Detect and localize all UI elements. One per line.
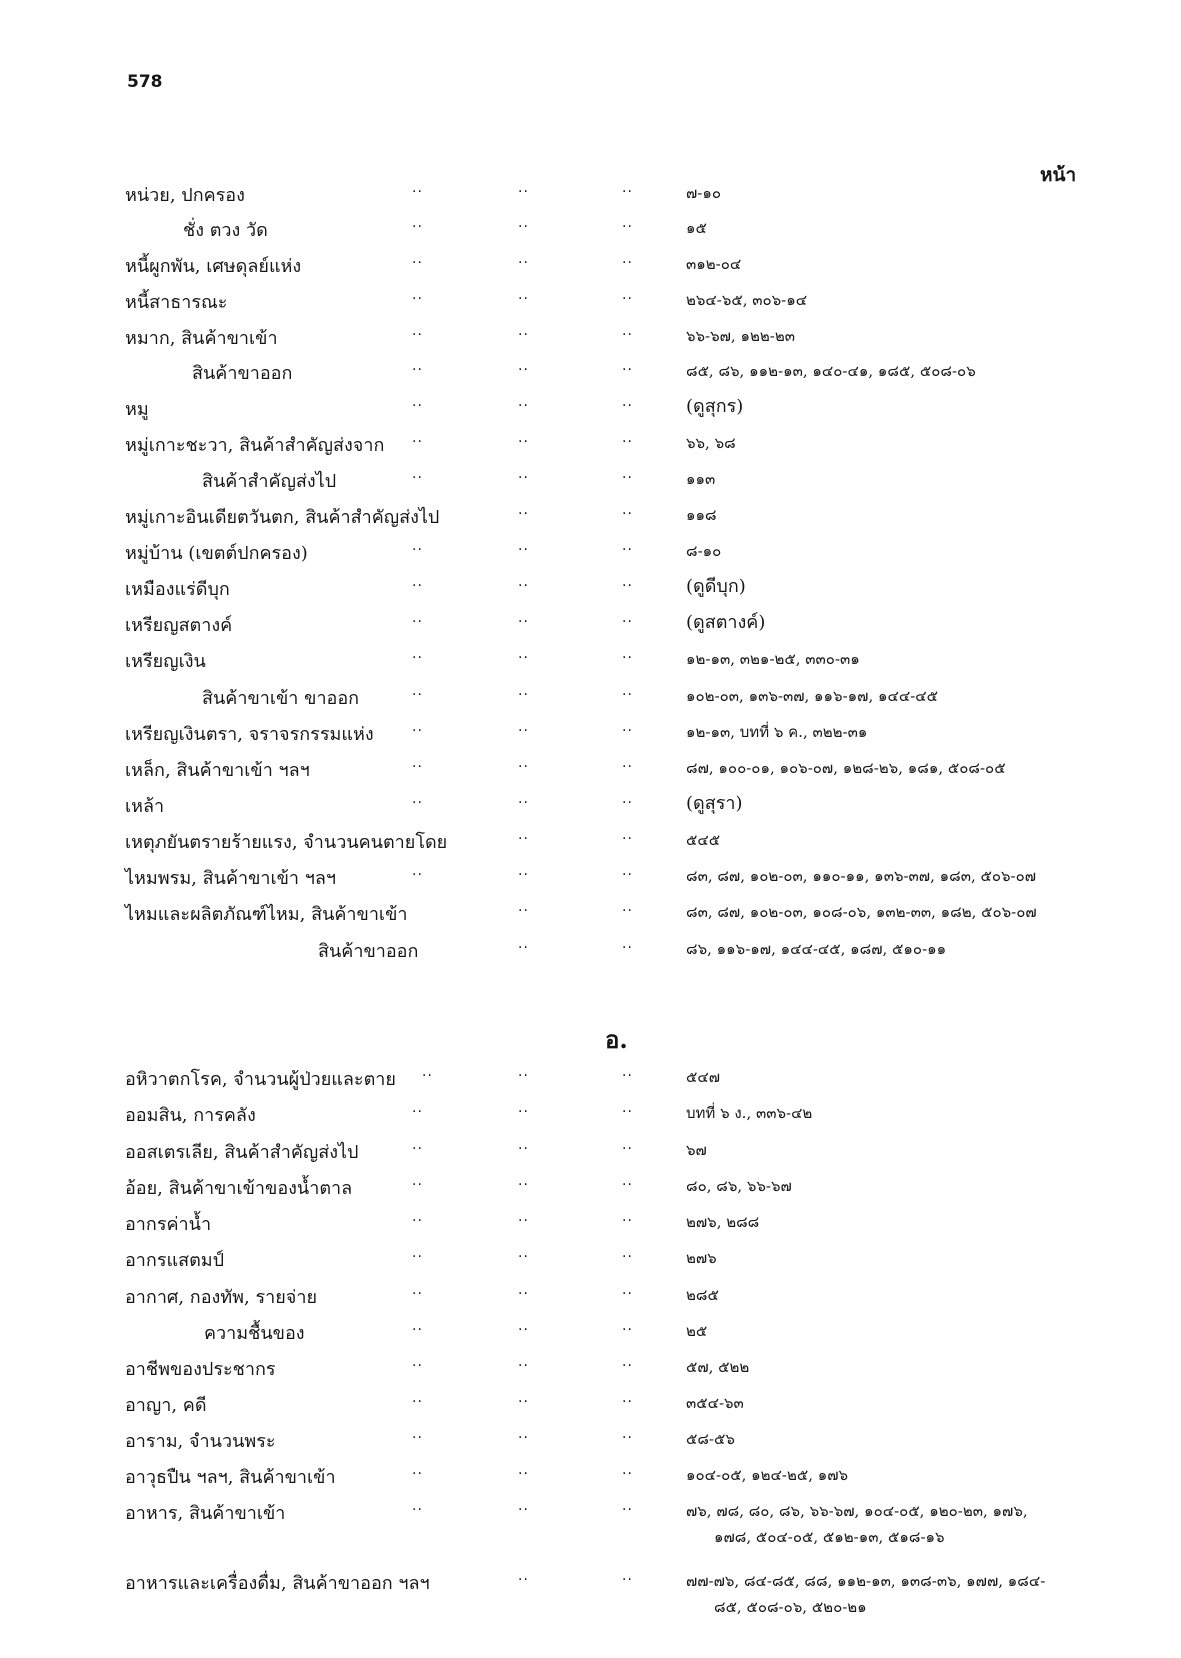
index-pages: ๕๔๗ — [686, 1068, 720, 1086]
index-pages: ๓๕๔-๖๓ — [686, 1394, 744, 1412]
leader-dots: .. — [518, 394, 529, 410]
index-term: อาชีพของประชากร — [125, 1359, 276, 1380]
leader-dots: .. — [412, 1426, 423, 1442]
leader-dots: .. — [622, 863, 633, 879]
index-pages: ๑๐๒-๐๓, ๑๓๖-๓๗, ๑๑๖-๑๗, ๑๔๔-๔๕ — [686, 687, 938, 705]
index-term: หมู่เกาะชะวา, สินค้าสำคัญส่งจาก — [125, 435, 385, 456]
leader-dots: .. — [412, 1390, 423, 1406]
leader-dots: .. — [518, 538, 529, 554]
leader-dots: .. — [518, 1137, 529, 1153]
index-pages: ๕๗, ๕๒๒ — [686, 1358, 750, 1376]
index-entry — [0, 1390, 1181, 1426]
index-pages: ๖๗ — [686, 1141, 707, 1159]
leader-dots: .. — [412, 1245, 423, 1261]
leader-dots: .. — [412, 1100, 423, 1116]
leader-dots: .. — [412, 574, 423, 590]
index-pages: ๗๗-๗๖, ๘๔-๘๕, ๘๘, ๑๑๒-๑๓, ๑๓๘-๓๖, ๑๗๗, ๑๘๔- — [686, 1572, 1046, 1590]
leader-dots: .. — [622, 827, 633, 843]
leader-dots: .. — [412, 1282, 423, 1298]
leader-dots: .. — [518, 719, 529, 735]
index-pages-continued: ๑๗๘, ๕๐๔-๐๕, ๕๑๒-๑๓, ๕๑๘-๑๖ — [714, 1528, 945, 1546]
leader-dots: .. — [518, 1100, 529, 1116]
index-pages: (ดูสุรา) — [686, 793, 743, 814]
leader-dots: .. — [518, 1354, 529, 1370]
index-term: อ้อย, สินค้าขาเข้าของน้ำตาล — [125, 1178, 353, 1199]
leader-dots: .. — [412, 251, 423, 267]
leader-dots: .. — [622, 1318, 633, 1334]
index-pages: (ดูสุกร) — [686, 396, 744, 417]
leader-dots: .. — [622, 394, 633, 410]
leader-dots: .. — [412, 791, 423, 807]
index-term: ออสเตรเลีย, สินค้าสำคัญส่งไป — [125, 1142, 359, 1163]
leader-dots: .. — [518, 1318, 529, 1334]
leader-dots: .. — [412, 646, 423, 662]
index-term: เหตุภยันตรายร้ายแรง, จำนวนคนตายโดย — [125, 832, 448, 853]
index-entry — [0, 1209, 1181, 1245]
index-pages: ๘-๑๐ — [686, 542, 722, 560]
index-entry — [0, 1064, 1181, 1100]
index-pages: ๗๖, ๗๘, ๘๐, ๘๖, ๖๖-๖๗, ๑๐๔-๐๕, ๑๒๐-๒๓, ๑๗๖, — [686, 1502, 1028, 1520]
leader-dots: .. — [518, 1462, 529, 1478]
leader-dots: .. — [518, 215, 529, 231]
index-pages: บทที่ ๖ ง., ๓๓๖-๔๒ — [686, 1104, 813, 1122]
leader-dots: .. — [518, 1245, 529, 1261]
index-pages: ๘๖, ๑๑๖-๑๗, ๑๔๔-๔๕, ๑๘๗, ๕๑๐-๑๑ — [686, 940, 947, 958]
leader-dots: .. — [518, 1426, 529, 1442]
index-entry — [0, 358, 1181, 394]
index-entry — [0, 719, 1181, 755]
leader-dots: .. — [518, 466, 529, 482]
leader-dots: .. — [622, 1426, 633, 1442]
leader-dots: .. — [518, 430, 529, 446]
index-pages: ๒๗๖, ๒๘๘ — [686, 1213, 760, 1231]
leader-dots: .. — [622, 1064, 633, 1080]
leader-dots: .. — [518, 502, 529, 518]
leader-dots: .. — [422, 1064, 433, 1080]
leader-dots: .. — [622, 610, 633, 626]
index-entry — [0, 1318, 1181, 1354]
leader-dots: .. — [622, 251, 633, 267]
index-pages: ๑๐๔-๐๕, ๑๒๔-๒๕, ๑๗๖ — [686, 1466, 849, 1484]
leader-dots: .. — [412, 394, 423, 410]
page-column-header: หน้า — [1040, 164, 1077, 186]
leader-dots: .. — [622, 719, 633, 735]
leader-dots: .. — [518, 683, 529, 699]
index-entry — [0, 323, 1181, 359]
index-entry — [0, 1354, 1181, 1390]
index-term: หมู่เกาะอินเดียตวันตก, สินค้าสำคัญส่งไป — [125, 507, 440, 528]
leader-dots: .. — [622, 502, 633, 518]
index-pages: ๗-๑๐ — [686, 184, 722, 202]
index-term: อากรแสตมป์ — [125, 1250, 225, 1271]
index-term: อาญา, คดี — [125, 1395, 207, 1416]
leader-dots: .. — [412, 719, 423, 735]
leader-dots: .. — [518, 323, 529, 339]
index-pages: ๒๕ — [686, 1322, 708, 1340]
leader-dots: .. — [412, 863, 423, 879]
leader-dots: .. — [412, 538, 423, 554]
index-term: ความชื้นของ — [204, 1323, 305, 1344]
index-pages: ๕๔๕ — [686, 831, 721, 849]
leader-dots: .. — [622, 1100, 633, 1116]
leader-dots: .. — [622, 755, 633, 771]
leader-dots: .. — [412, 1354, 423, 1370]
index-pages: ๕๘-๕๖ — [686, 1430, 735, 1448]
leader-dots: .. — [622, 1462, 633, 1478]
leader-dots: .. — [518, 899, 529, 915]
leader-dots: .. — [622, 1282, 633, 1298]
index-term: อาราม, จำนวนพระ — [125, 1431, 276, 1452]
index-term: ไหมพรม, สินค้าขาเข้า ฯลฯ — [125, 868, 337, 889]
index-pages: ๘๐, ๘๖, ๖๖-๖๗ — [686, 1177, 792, 1195]
leader-dots: .. — [622, 538, 633, 554]
index-term: หนี้ผูกพัน, เศษดุลย์แห่ง — [125, 256, 302, 277]
index-entry — [0, 430, 1181, 466]
index-entry — [0, 215, 1181, 251]
index-pages: ๘๕, ๘๖, ๑๑๒-๑๓, ๑๔๐-๔๑, ๑๘๕, ๕๐๘-๐๖ — [686, 362, 976, 380]
index-entry — [0, 1568, 1181, 1624]
index-entry — [0, 574, 1181, 610]
index-pages: (ดูสตางค์) — [686, 612, 766, 633]
leader-dots: .. — [622, 1173, 633, 1189]
leader-dots: .. — [518, 1568, 529, 1584]
index-term: หนี้สาธารณะ — [125, 292, 228, 313]
index-entry — [0, 466, 1181, 502]
index-entry — [0, 863, 1181, 899]
leader-dots: .. — [622, 1245, 633, 1261]
leader-dots: .. — [622, 1137, 633, 1153]
index-entry — [0, 1245, 1181, 1281]
index-term: สินค้าขาเข้า ขาออก — [202, 688, 360, 709]
index-pages: ๘๓, ๘๗, ๑๐๒-๐๓, ๑๑๐-๑๑, ๑๓๖-๓๗, ๑๘๓, ๕๐๖-๐๗ — [686, 867, 1037, 885]
index-entry — [0, 1173, 1181, 1209]
index-term: อหิวาตกโรค, จำนวนผู้ป่วยและตาย — [125, 1069, 396, 1090]
index-pages: ๒๘๕ — [686, 1286, 719, 1304]
index-term: หมู — [125, 399, 149, 420]
index-term: สินค้าขาออก — [192, 363, 293, 384]
leader-dots: .. — [622, 1354, 633, 1370]
leader-dots: .. — [518, 574, 529, 590]
index-entry — [0, 755, 1181, 791]
leader-dots: .. — [518, 755, 529, 771]
leader-dots: .. — [622, 791, 633, 807]
leader-dots: .. — [518, 1282, 529, 1298]
leader-dots: .. — [622, 683, 633, 699]
index-entry — [0, 1426, 1181, 1462]
index-term: เหล็ก, สินค้าขาเข้า ฯลฯ — [125, 760, 310, 781]
leader-dots: .. — [412, 610, 423, 626]
section-heading: อ. — [605, 1025, 628, 1054]
index-pages: ๑๕ — [686, 219, 707, 237]
index-pages: (ดูดีบุก) — [686, 576, 746, 597]
leader-dots: .. — [412, 1137, 423, 1153]
leader-dots: .. — [412, 287, 423, 303]
index-entry — [0, 899, 1181, 935]
index-entry — [0, 1100, 1181, 1136]
leader-dots: .. — [412, 683, 423, 699]
leader-dots: .. — [518, 936, 529, 952]
index-entry — [0, 394, 1181, 430]
index-entry — [0, 827, 1181, 863]
leader-dots: .. — [412, 215, 423, 231]
leader-dots: .. — [622, 323, 633, 339]
index-pages: ๑๑๘ — [686, 506, 717, 524]
index-pages: ๖๖, ๖๘ — [686, 434, 736, 452]
index-pages: ๒๖๔-๖๕, ๓๐๖-๑๔ — [686, 291, 808, 309]
leader-dots: .. — [622, 215, 633, 231]
leader-dots: .. — [622, 358, 633, 374]
leader-dots: .. — [518, 827, 529, 843]
leader-dots: .. — [622, 899, 633, 915]
index-term: หน่วย, ปกครอง — [125, 185, 245, 206]
leader-dots: .. — [622, 466, 633, 482]
index-pages: ๑๑๓ — [686, 470, 716, 488]
leader-dots: .. — [622, 1498, 633, 1514]
index-term: อากาศ, กองทัพ, รายจ่าย — [125, 1287, 317, 1308]
leader-dots: .. — [518, 1064, 529, 1080]
leader-dots: .. — [518, 610, 529, 626]
leader-dots: .. — [518, 287, 529, 303]
index-entry — [0, 610, 1181, 646]
leader-dots: .. — [622, 936, 633, 952]
leader-dots: .. — [412, 180, 423, 196]
index-entry — [0, 1498, 1181, 1554]
index-entry — [0, 180, 1181, 216]
index-term: เหรียญเงิน — [125, 651, 206, 672]
index-term: อาหารและเครื่องดื่ม, สินค้าขาออก ฯลฯ — [125, 1573, 430, 1594]
leader-dots: .. — [518, 791, 529, 807]
leader-dots: .. — [518, 1209, 529, 1225]
leader-dots: .. — [622, 430, 633, 446]
index-entry — [0, 251, 1181, 287]
index-entry — [0, 936, 1181, 972]
index-term: หมาก, สินค้าขาเข้า — [125, 328, 278, 349]
index-term: เหมืองแร่ดีบุก — [125, 579, 230, 600]
index-entry — [0, 1462, 1181, 1498]
leader-dots: .. — [518, 863, 529, 879]
leader-dots: .. — [622, 287, 633, 303]
index-pages: ๑๒-๑๓, ๓๒๑-๒๕, ๓๓๐-๓๑ — [686, 650, 860, 668]
index-term: สินค้าขาออก — [318, 941, 419, 962]
leader-dots: .. — [412, 1462, 423, 1478]
index-entry — [0, 538, 1181, 574]
leader-dots: .. — [622, 1568, 633, 1584]
index-term: ออมสิน, การคลัง — [125, 1105, 256, 1126]
index-term: ไหมและผลิตภัณฑ์ไหม, สินค้าขาเข้า — [125, 904, 408, 925]
leader-dots: .. — [622, 1209, 633, 1225]
leader-dots: .. — [518, 180, 529, 196]
leader-dots: .. — [518, 251, 529, 267]
leader-dots: .. — [412, 1173, 423, 1189]
index-entry — [0, 683, 1181, 719]
index-term: อาหาร, สินค้าขาเข้า — [125, 1503, 286, 1524]
leader-dots: .. — [518, 1173, 529, 1189]
index-pages: ๓๑๒-๐๔ — [686, 255, 742, 273]
page-number: 578 — [127, 72, 163, 92]
leader-dots: .. — [622, 646, 633, 662]
index-term: อากรค่าน้ำ — [125, 1214, 212, 1235]
leader-dots: .. — [412, 1318, 423, 1334]
index-term: เหรียญเงินตรา, จราจรกรรมแห่ง — [125, 724, 374, 745]
leader-dots: .. — [622, 180, 633, 196]
index-term: เหรียญสตางค์ — [125, 615, 233, 636]
leader-dots: .. — [518, 646, 529, 662]
leader-dots: .. — [518, 1498, 529, 1514]
leader-dots: .. — [412, 1498, 423, 1514]
leader-dots: .. — [412, 1209, 423, 1225]
index-entry — [0, 646, 1181, 682]
leader-dots: .. — [622, 1390, 633, 1406]
index-entry — [0, 502, 1181, 538]
index-pages: ๒๗๖ — [686, 1249, 717, 1267]
leader-dots: .. — [518, 358, 529, 374]
index-pages-continued: ๘๕, ๕๐๘-๐๖, ๕๒๐-๒๑ — [714, 1598, 867, 1616]
index-entry — [0, 791, 1181, 827]
leader-dots: .. — [412, 323, 423, 339]
index-pages: ๖๖-๖๗, ๑๒๒-๒๓ — [686, 327, 795, 345]
leader-dots: .. — [412, 466, 423, 482]
index-term: เหล้า — [125, 796, 165, 817]
index-pages: ๘๗, ๑๐๐-๐๑, ๑๐๖-๐๗, ๑๒๘-๒๖, ๑๘๑, ๕๐๘-๐๕ — [686, 759, 1006, 777]
leader-dots: .. — [412, 430, 423, 446]
index-term: หมู่บ้าน (เขตต์ปกครอง) — [125, 543, 308, 564]
leader-dots: .. — [622, 574, 633, 590]
index-entry — [0, 1282, 1181, 1318]
index-entry — [0, 287, 1181, 323]
leader-dots: .. — [412, 755, 423, 771]
leader-dots: .. — [412, 358, 423, 374]
index-term: สินค้าสำคัญส่งไป — [202, 471, 337, 492]
index-entry — [0, 1137, 1181, 1173]
index-pages: ๑๒-๑๓, บทที่ ๖ ค., ๓๒๒-๓๑ — [686, 723, 868, 741]
index-pages: ๘๓, ๘๗, ๑๐๒-๐๓, ๑๐๘-๐๖, ๑๓๒-๓๓, ๑๘๒, ๕๐๖-๐๗ — [686, 903, 1037, 921]
index-term: อาวุธปืน ฯลฯ, สินค้าขาเข้า — [125, 1467, 336, 1488]
leader-dots: .. — [518, 1390, 529, 1406]
index-term: ชั่ง ตวง วัด — [183, 220, 268, 241]
